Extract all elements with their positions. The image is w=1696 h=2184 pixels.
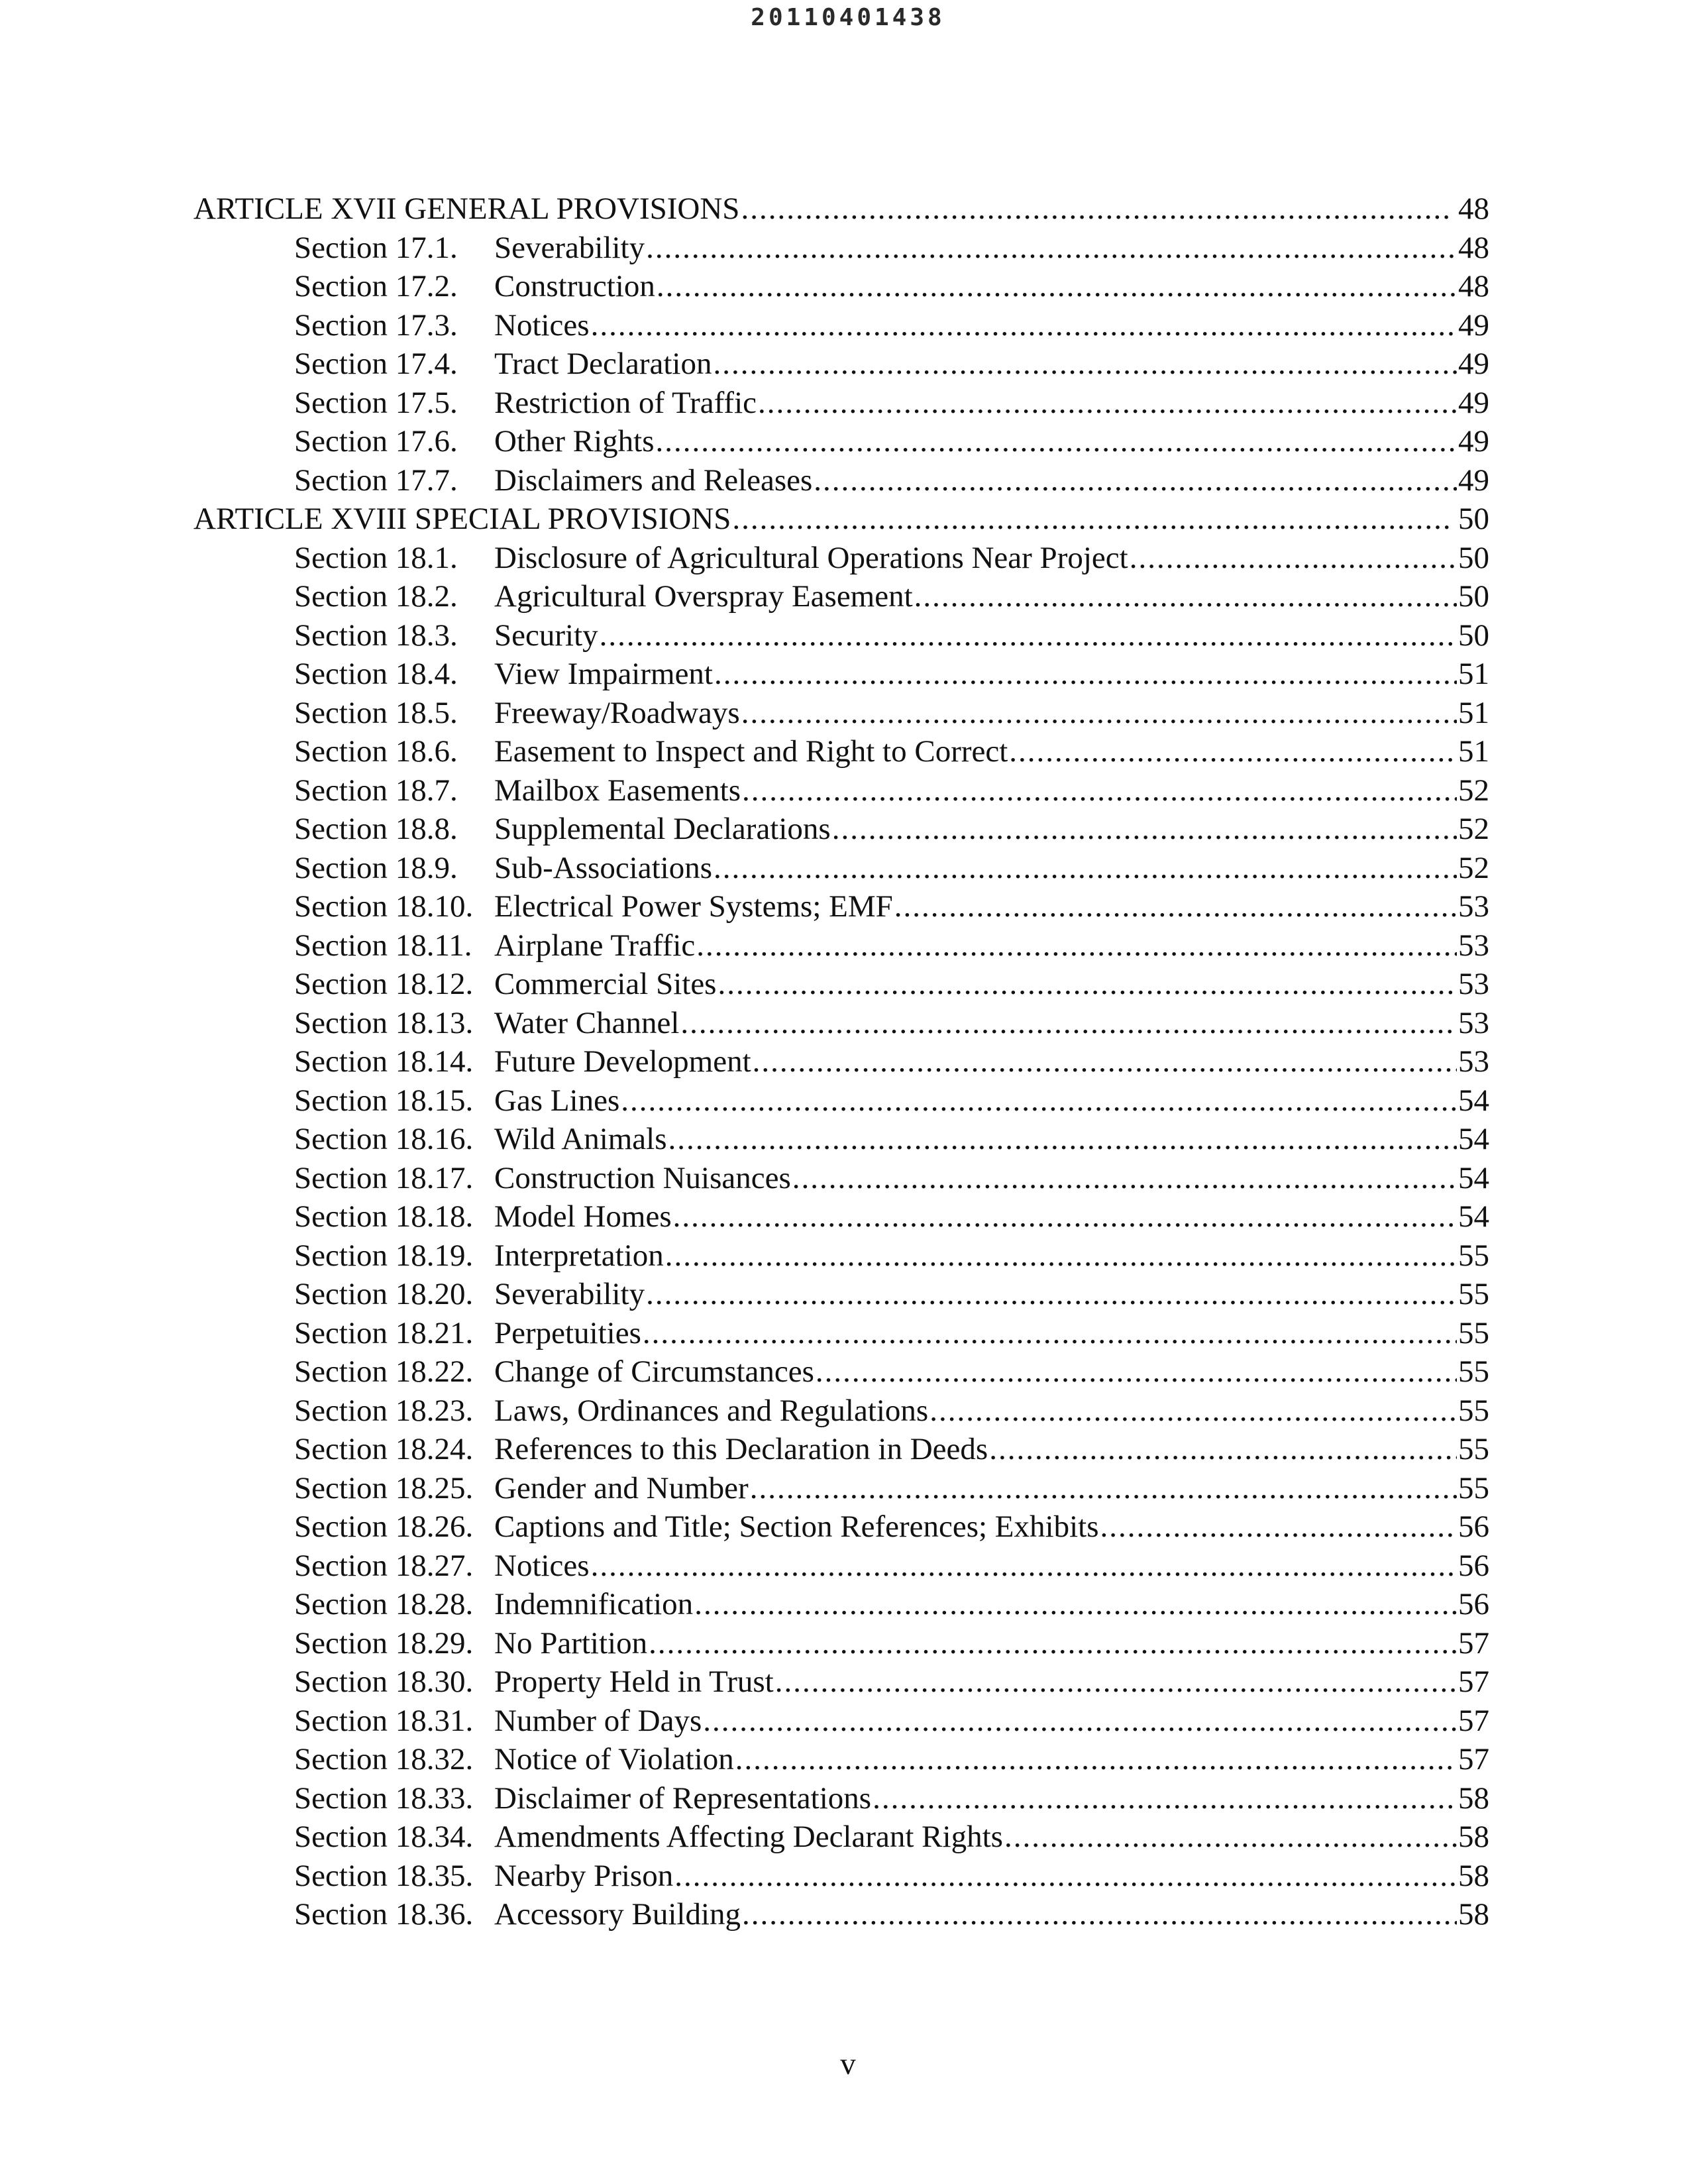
dot-leader: [814, 461, 1457, 500]
dot-leader: [591, 1547, 1457, 1586]
section-title: Nearby Prison: [494, 1858, 674, 1893]
section-number: Section 18.34.: [294, 1820, 474, 1854]
page-number: 53: [1458, 967, 1489, 1001]
toc-section-entry: [193, 1197, 1489, 1236]
section-number: Section 18.36.: [294, 1897, 474, 1932]
toc-section-entry: [193, 384, 1489, 423]
page-number: 54: [1458, 1083, 1489, 1118]
page-number: 48: [1458, 269, 1489, 303]
document-number: 20110401438: [751, 4, 945, 31]
section-number: Section 18.19.: [294, 1238, 474, 1273]
section-title: Disclaimers and Releases: [494, 463, 813, 498]
dot-leader: [591, 306, 1457, 345]
page-number: 54: [1458, 1199, 1489, 1234]
section-title: Severability: [494, 230, 645, 265]
section-number: Section 18.20.: [294, 1277, 474, 1311]
page-number: 58: [1458, 1780, 1489, 1816]
section-title: Construction: [494, 269, 655, 303]
toc-section-entry: [193, 1740, 1489, 1779]
dot-leader: [989, 1430, 1457, 1469]
section-title: Construction Nuisances: [494, 1160, 791, 1195]
page-number: 55: [1458, 1354, 1489, 1389]
section-title: Laws, Ordinances and Regulations: [494, 1393, 929, 1428]
dot-leader: [1009, 732, 1457, 771]
dot-leader: [1130, 539, 1457, 578]
page-number: 56: [1458, 1587, 1489, 1621]
page-number: 48: [1458, 230, 1489, 265]
dot-leader: [914, 577, 1457, 616]
dot-leader: [742, 1895, 1457, 1934]
dot-leader: [732, 500, 1450, 539]
toc-section-entry: [193, 1469, 1489, 1508]
page-number: 58: [1458, 1897, 1489, 1932]
page-number: 53: [1458, 928, 1489, 963]
toc-section-entry: [193, 1159, 1489, 1198]
toc-section-entry: [193, 1275, 1489, 1314]
section-title: Amendments Affecting Declarant Rights: [494, 1820, 1003, 1854]
section-number: Section 18.14.: [294, 1044, 474, 1079]
toc-section-entry: [193, 1585, 1489, 1624]
page-number: 53: [1458, 889, 1489, 924]
toc-section-entry: [193, 694, 1489, 733]
dot-leader: [717, 965, 1457, 1004]
section-number: Section 18.12.: [294, 967, 474, 1001]
section-title: Freeway/Roadways: [494, 695, 740, 730]
section-title: Water Channel: [494, 1005, 680, 1040]
section-number: Section 18.35.: [294, 1858, 474, 1893]
section-number: Section 18.6.: [294, 734, 458, 769]
page-number: 53: [1458, 1005, 1489, 1040]
page-number: 51: [1458, 734, 1489, 769]
page-number: 58: [1458, 1820, 1489, 1854]
section-title: Indemnification: [494, 1587, 694, 1621]
page-number: 52: [1458, 850, 1489, 885]
toc-section-entry: [193, 1314, 1489, 1353]
dot-leader: [741, 694, 1457, 733]
toc-section-entry: [193, 965, 1489, 1004]
page-number: 49: [1458, 424, 1489, 459]
section-title: Wild Animals: [494, 1122, 667, 1156]
toc-section-entry: [193, 771, 1489, 810]
toc-section-entry: [193, 1779, 1489, 1818]
section-number: Section 18.5.: [294, 695, 458, 730]
section-number: Section 17.1.: [294, 230, 458, 265]
dot-leader: [758, 384, 1457, 423]
page-number: 50: [1458, 502, 1489, 536]
dot-leader: [1100, 1507, 1457, 1547]
section-number: Section 18.3.: [294, 618, 458, 653]
dot-leader: [741, 190, 1450, 229]
section-title: Model Homes: [494, 1199, 672, 1234]
section-number: Section 18.9.: [294, 850, 458, 885]
page-number: 50: [1458, 579, 1489, 614]
section-number: Section 18.33.: [294, 1780, 474, 1816]
dot-leader: [621, 1081, 1457, 1120]
toc-section-entry: [193, 1702, 1489, 1741]
page-number: 55: [1458, 1470, 1489, 1505]
section-number: Section 18.1.: [294, 540, 458, 575]
toc-section-entry: [193, 345, 1489, 384]
toc-section-entry: [193, 1818, 1489, 1857]
page-number: 53: [1458, 1044, 1489, 1079]
toc-section-entry: [193, 1624, 1489, 1663]
section-title: Gas Lines: [494, 1083, 620, 1118]
toc-section-entry: [193, 539, 1489, 578]
toc-section-entry: [193, 267, 1489, 306]
section-number: Section 17.7.: [294, 463, 458, 498]
toc-section-entry: [193, 229, 1489, 268]
section-title: Other Rights: [494, 424, 655, 459]
page-number: 50: [1458, 618, 1489, 653]
toc-section-entry: [193, 1352, 1489, 1392]
page-number-footer: v: [840, 2047, 856, 2081]
toc-section-entry: [193, 1663, 1489, 1702]
toc-section-entry: [193, 1042, 1489, 1081]
dot-leader: [750, 1469, 1457, 1508]
section-title: Security: [494, 618, 598, 653]
section-number: Section 18.7.: [294, 773, 458, 808]
section-number: Section 17.2.: [294, 269, 458, 303]
dot-leader: [703, 1702, 1457, 1741]
section-title: Property Held in Trust: [494, 1665, 774, 1699]
toc-section-entry: [193, 306, 1489, 345]
section-number: Section 18.15.: [294, 1083, 474, 1118]
section-title: No Partition: [494, 1625, 648, 1661]
dot-leader: [600, 616, 1457, 655]
page-number: 49: [1458, 385, 1489, 420]
section-number: Section 18.23.: [294, 1393, 474, 1428]
section-number: Section 18.4.: [294, 657, 458, 691]
dot-leader: [713, 345, 1457, 384]
section-number: Section 18.11.: [294, 928, 472, 963]
section-title: View Impairment: [494, 657, 713, 691]
section-number: Section 18.25.: [294, 1470, 474, 1505]
section-title: References to this Declaration in Deeds: [494, 1432, 988, 1466]
page-number: 57: [1458, 1703, 1489, 1738]
page-number: 52: [1458, 812, 1489, 846]
section-title: Severability: [494, 1277, 645, 1311]
dot-leader: [1004, 1818, 1457, 1857]
section-title: Number of Days: [494, 1703, 702, 1738]
page-number: 55: [1458, 1393, 1489, 1428]
dot-leader: [643, 1314, 1457, 1353]
dot-leader: [646, 1275, 1457, 1314]
toc-section-entry: [193, 422, 1489, 461]
page-number: 49: [1458, 307, 1489, 343]
section-title: Agricultural Overspray Easement: [494, 579, 913, 614]
section-title: Commercial Sites: [494, 967, 717, 1001]
dot-leader: [649, 1624, 1457, 1663]
section-title: Restriction of Traffic: [494, 385, 757, 420]
section-title: Tract Declaration: [494, 347, 712, 381]
toc-section-entry: [193, 732, 1489, 771]
dot-leader: [816, 1352, 1457, 1392]
section-title: Notices: [494, 307, 590, 343]
page-number: 50: [1458, 540, 1489, 575]
section-number: Section 17.5.: [294, 385, 458, 420]
section-title: Change of Circumstances: [494, 1354, 814, 1389]
page-number: 49: [1458, 347, 1489, 381]
article-title: ARTICLE XVIII SPECIAL PROVISIONS: [193, 502, 731, 536]
page-number: 55: [1458, 1315, 1489, 1350]
section-number: Section 18.8.: [294, 812, 458, 846]
section-title: Electrical Power Systems; EMF: [494, 889, 893, 924]
section-number: Section 18.32.: [294, 1742, 474, 1776]
page-number: 52: [1458, 773, 1489, 808]
section-number: Section 18.13.: [294, 1005, 474, 1040]
dot-leader: [753, 1042, 1457, 1081]
page-number: 48: [1458, 191, 1489, 226]
section-number: Section 18.18.: [294, 1199, 474, 1234]
dot-leader: [735, 1740, 1457, 1779]
dot-leader: [668, 1120, 1457, 1159]
page-number: 51: [1458, 657, 1489, 691]
toc-section-entry: [193, 810, 1489, 849]
section-number: Section 18.30.: [294, 1665, 474, 1699]
dot-leader: [674, 1857, 1457, 1896]
toc-section-entry: [193, 926, 1489, 965]
section-number: Section 18.24.: [294, 1432, 474, 1466]
toc-section-entry: [193, 1857, 1489, 1896]
dot-leader: [873, 1779, 1457, 1818]
section-number: Section 18.22.: [294, 1354, 474, 1389]
page-number: 56: [1458, 1548, 1489, 1583]
dot-leader: [673, 1197, 1457, 1236]
toc-section-entry: [193, 577, 1489, 616]
section-title: Airplane Traffic: [494, 928, 696, 963]
section-number: Section 18.31.: [294, 1703, 474, 1738]
toc-article-entry: [193, 500, 1489, 539]
page-number: 55: [1458, 1238, 1489, 1273]
toc-section-entry: [193, 887, 1489, 926]
toc-section-entry: [193, 1507, 1489, 1547]
section-number: Section 18.28.: [294, 1587, 474, 1621]
section-number: Section 18.27.: [294, 1548, 474, 1583]
section-title: Captions and Title; Section References; Exhibits: [494, 1509, 1099, 1544]
toc-section-entry: [193, 1430, 1489, 1469]
dot-leader: [742, 771, 1457, 810]
dot-leader: [694, 1585, 1457, 1624]
dot-leader: [646, 229, 1457, 268]
page-number: 57: [1458, 1665, 1489, 1699]
section-title: Disclosure of Agricultural Operations Near Project: [494, 540, 1128, 575]
section-title: Perpetuities: [494, 1315, 641, 1350]
toc-section-entry: [193, 616, 1489, 655]
section-number: Section 18.10.: [294, 889, 474, 924]
section-number: Section 17.4.: [294, 347, 458, 381]
toc-section-entry: [193, 655, 1489, 694]
section-title: Notice of Violation: [494, 1742, 734, 1776]
dot-leader: [714, 849, 1457, 888]
article-title: ARTICLE XVII GENERAL PROVISIONS: [193, 191, 740, 226]
dot-leader: [665, 1236, 1457, 1276]
toc-section-entry: [193, 1081, 1489, 1120]
page-number: 57: [1458, 1625, 1489, 1661]
section-title: Mailbox Easements: [494, 773, 741, 808]
section-title: Gender and Number: [494, 1470, 749, 1505]
section-number: Section 18.21.: [294, 1315, 474, 1350]
dot-leader: [657, 267, 1457, 306]
page-number: 54: [1458, 1160, 1489, 1195]
dot-leader: [656, 422, 1457, 461]
dot-leader: [792, 1159, 1457, 1198]
dot-leader: [680, 1004, 1457, 1043]
section-title: Sub-Associations: [494, 850, 712, 885]
dot-leader: [775, 1663, 1457, 1702]
dot-leader: [714, 655, 1457, 694]
dot-leader: [894, 887, 1457, 926]
section-title: Accessory Building: [494, 1897, 741, 1932]
section-number: Section 18.17.: [294, 1160, 474, 1195]
page-number: 55: [1458, 1432, 1489, 1466]
section-title: Notices: [494, 1548, 590, 1583]
toc-section-entry: [193, 1236, 1489, 1276]
toc-section-entry: [193, 461, 1489, 500]
toc-section-entry: [193, 1120, 1489, 1159]
page-number: 51: [1458, 695, 1489, 730]
dot-leader: [696, 926, 1457, 965]
section-title: Future Development: [494, 1044, 751, 1079]
dot-leader: [832, 810, 1457, 849]
toc-article-entry: [193, 190, 1489, 229]
table-of-contents: [193, 190, 1489, 1934]
section-number: Section 17.6.: [294, 424, 458, 459]
toc-section-entry: [193, 1392, 1489, 1431]
toc-section-entry: [193, 1547, 1489, 1586]
page-number: 56: [1458, 1509, 1489, 1544]
page-number: 55: [1458, 1277, 1489, 1311]
section-title: Disclaimer of Representations: [494, 1780, 872, 1816]
toc-section-entry: [193, 1004, 1489, 1043]
section-title: Interpretation: [494, 1238, 664, 1273]
section-title: Supplemental Declarations: [494, 812, 831, 846]
section-title: Easement to Inspect and Right to Correct: [494, 734, 1008, 769]
section-number: Section 17.3.: [294, 307, 458, 343]
section-number: Section 18.16.: [294, 1122, 474, 1156]
section-number: Section 18.26.: [294, 1509, 474, 1544]
toc-section-entry: [193, 849, 1489, 888]
page-number: 58: [1458, 1858, 1489, 1893]
page-number: 54: [1458, 1122, 1489, 1156]
toc-section-entry: [193, 1895, 1489, 1934]
section-number: Section 18.2.: [294, 579, 458, 614]
dot-leader: [929, 1392, 1457, 1431]
page-number: 57: [1458, 1742, 1489, 1776]
page-number: 49: [1458, 463, 1489, 498]
section-number: Section 18.29.: [294, 1625, 474, 1661]
